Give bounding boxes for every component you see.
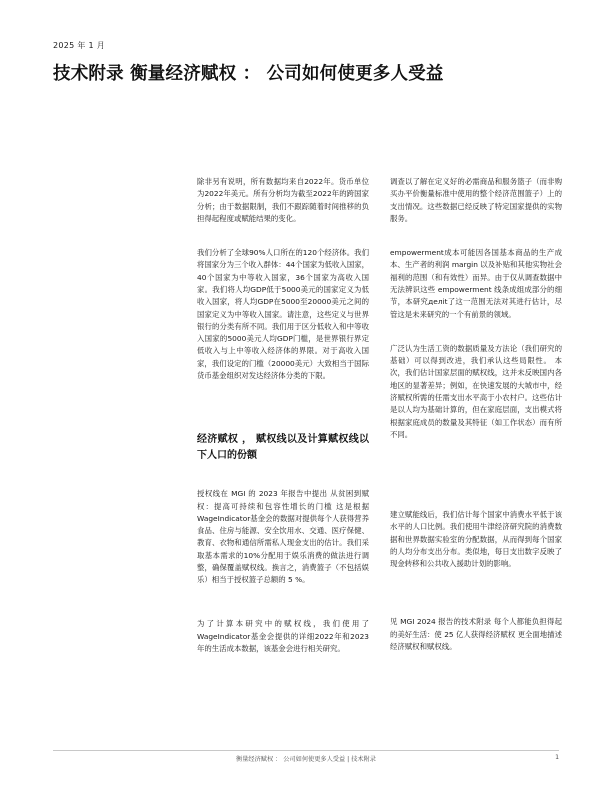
column-left <box>197 176 369 665</box>
footer-divider <box>53 750 559 751</box>
paragraph: 建立赋能线后，我们估计每个国家中消费水平低于该水平的人口比例。我们使用牛津经济研究院的消费数据和世界数据实验室的分配数据，从而得到每个国家的人均分布支出分布。类似地，每日支出数字反映了现金转移和公共收入援助计划的影响。 <box>390 510 562 569</box>
paragraph: 广泛认为生活工资的数据质量及方法论（我们研究的基础）可以得到改进，我们承认这些局限性。 本次，我们估计国家层面的赋权线，这并未反映国内各地区的显著差异；例如，在快速发展的大城市中，经济赋权所需的任需支出水平高于小农村户。这些估计是以人均为基础计算的，但在家庭层面，支出模式将根据家庭成员的数量及其特征（如工作状态）而有所不同。 <box>390 343 562 439</box>
spacer <box>390 451 562 509</box>
spacer <box>197 235 369 247</box>
paragraph: 我们分析了全球90%人口所在的120个经济体。我们将国家分为三个收入群体：44个国家为低收入国家，40个国家为中等收入国家，36个国家为高收入国家。我们将人均GDP低于5000美元的国家定义为低收入国家，将人均GDP在5000至20000美元之间的国家定义为中等收入国家。请注意，这些定义与世界银行的分类有所不同。我们用于区分低收入和中等收入国家的5000美元人均GDP门槛，是世界银行界定低收入与上中等收入经济体的界限。对于高收入国家，我们设定的门槛（20000美元）大致相当于国际货币基金组织对发达经济体分类的下限。 <box>197 248 370 380</box>
paragraph: 见 MGI 2024 报告的技术附录 每个人都能负担得起的美好生活：使 25 亿人获得经济赋权 更全面地描述经济赋权和赋权线。 <box>390 617 562 652</box>
paragraph: 授权线在 MGI 的 2023 年报告中提出 从贫困到赋权：提高可持续和包容性增长的门槛 这是根据WageIndicator基金会的数据对提供每个人获得营养食品、住房与能源、安全饮用水、交通、医疗保健、教育、衣物和通信所需私人现金支出的估计。我们采取基本需求的10%分配用于娱乐消费的做法进行调整，确保覆盖赋权线。换言之，消费篮子（不包括娱乐）相当于授权篮子总额的 5 %。 <box>197 489 369 585</box>
paragraph: empowerment成本可能因各国基本商品的生产成本、生产者的利润 margin 以及补贴和其他实物社会福利的范围（和有效性）而异。由于仅从调查数据中无法辨识这些 empowerment 线条成组成部分的细节，本研究делit了这一范围无法对其进行估计，尽管这是未来研究的一个有前景的领域。 <box>390 248 562 319</box>
page-title: 技术附录 衡量经济赋权 ： 公司如何使更多人受益 <box>53 63 444 84</box>
spacer <box>197 596 369 618</box>
column-right <box>390 176 562 663</box>
spacer <box>197 476 369 488</box>
paragraph: 除非另有说明，所有数据均来自2022年。货币单位为2022年美元。所有分析均为截至2022年的跨国家分析；由于数据限制，我们不跟踪随着时间推移的负担得起程度或赋能结果的变化。 <box>197 177 369 223</box>
spacer <box>390 235 562 247</box>
paragraph: 调查以了解在定义好的必需商品和服务篮子（而非购买办平价衡量标准中使用的整个经济范围篮子）上的支出情况。这些数据已经反映了特定国家提供的实物服务。 <box>390 177 562 223</box>
section-heading: 经济赋权 ， 赋权线以及计算赋权线以下人口的份额 <box>197 434 369 462</box>
spacer <box>197 392 369 414</box>
page-footer <box>0 750 612 766</box>
document-date: 2025 年 1 月 <box>53 41 106 50</box>
footer-page-number: 1 <box>555 754 559 761</box>
footer-title: 衡量经济赋权 ： 公司如何使更多人受益 | 技术附录 <box>236 756 376 763</box>
spacer <box>390 580 562 616</box>
body-columns <box>197 176 562 736</box>
paragraph: 为了计算本研究中的赋权线，我们使用了WageIndicator基金会提供的详细2022年和2023年的生活成本数据，该基金会进行相关研究。 <box>197 619 369 654</box>
spacer <box>390 331 562 343</box>
